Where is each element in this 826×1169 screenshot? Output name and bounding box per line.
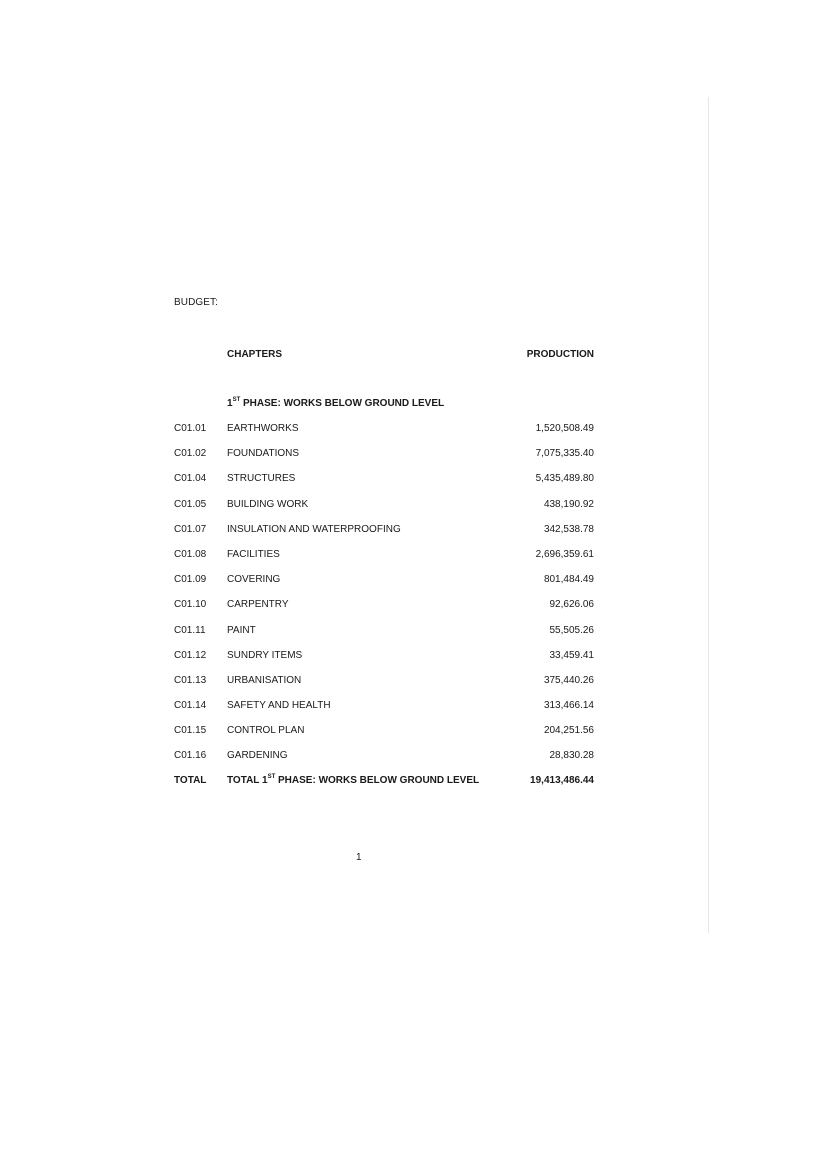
row-description: BUILDING WORK — [227, 498, 309, 510]
row-code: C01.01 — [174, 423, 207, 434]
total-amount: 19,413,486.44 — [530, 775, 594, 786]
row-code: C01.15 — [174, 725, 207, 737]
row-amount: 204,251.56 — [543, 725, 594, 737]
row-code: C01.13 — [174, 674, 207, 686]
row-code: C01.04 — [174, 473, 207, 485]
table-row — [0, 593, 826, 618]
row-amount: 5,435,489.80 — [535, 473, 594, 485]
row-code: C01.02 — [174, 448, 207, 460]
row-code: C01.14 — [174, 700, 207, 712]
row-amount: 7,075,335.40 — [535, 448, 594, 460]
phase-title — [227, 398, 444, 409]
row-amount: 801,484.49 — [543, 574, 594, 586]
row-amount: 342,538.78 — [543, 523, 594, 535]
row-description: COVERING — [227, 574, 281, 586]
table-row — [0, 619, 826, 644]
row-description: EARTHWORKS — [227, 423, 299, 434]
row-description: CARPENTRY — [227, 599, 289, 611]
row-description: FOUNDATIONS — [227, 448, 300, 460]
row-amount: 2,696,359.61 — [535, 548, 594, 560]
phase-number: 1 — [227, 398, 233, 409]
row-description: SUNDRY ITEMS — [227, 649, 303, 661]
row-description: PAINT — [227, 624, 256, 636]
total-code: TOTAL — [174, 775, 207, 786]
row-amount: 33,459.41 — [549, 649, 594, 661]
table-row — [0, 694, 826, 719]
phase-title-text: PHASE: WORKS BELOW GROUND LEVEL — [240, 398, 445, 409]
table-row — [0, 467, 826, 492]
total-ordinal: ST — [267, 773, 276, 780]
row-amount: 55,505.26 — [549, 624, 594, 636]
row-code: C01.10 — [174, 599, 207, 611]
row-amount: 1,520,508.49 — [535, 423, 594, 434]
row-amount: 28,830.28 — [549, 750, 594, 762]
row-code: C01.07 — [174, 523, 207, 535]
page-number: 1 — [356, 852, 362, 863]
production-header: PRODUCTION — [526, 349, 594, 360]
budget-label: BUDGET: — [174, 297, 219, 308]
row-description: SAFETY AND HEALTH — [227, 700, 331, 712]
table-row — [0, 442, 826, 467]
row-amount: 92,626.06 — [549, 599, 594, 611]
table-header — [0, 349, 826, 363]
row-amount: 438,190.92 — [543, 498, 594, 510]
table-row — [0, 568, 826, 593]
row-description: CONTROL PLAN — [227, 725, 305, 737]
total-row — [0, 775, 826, 791]
row-code: C01.11 — [174, 624, 206, 636]
table-row — [0, 744, 826, 769]
table-row — [0, 669, 826, 694]
table-row — [0, 644, 826, 669]
table-row — [0, 493, 826, 518]
row-code: C01.09 — [174, 574, 207, 586]
total-prefix: TOTAL 1 — [227, 775, 268, 786]
row-code: C01.05 — [174, 498, 207, 510]
table-row — [0, 543, 826, 568]
row-description: STRUCTURES — [227, 473, 296, 485]
row-description: GARDENING — [227, 750, 288, 762]
row-description: INSULATION AND WATERPROOFING — [227, 523, 401, 535]
table-row — [0, 518, 826, 543]
budget-table-rows — [0, 417, 826, 770]
row-description: URBANISATION — [227, 674, 302, 686]
row-code: C01.12 — [174, 649, 207, 661]
table-row — [0, 719, 826, 744]
chapters-header: CHAPTERS — [227, 349, 283, 360]
total-suffix: PHASE: WORKS BELOW GROUND LEVEL — [275, 775, 480, 786]
row-code: C01.08 — [174, 548, 207, 560]
row-amount: 313,466.14 — [543, 700, 594, 712]
row-description: FACILITIES — [227, 548, 280, 560]
row-amount: 375,440.26 — [543, 674, 594, 686]
total-description — [227, 775, 479, 786]
phase-ordinal: ST — [232, 396, 241, 403]
table-row — [0, 417, 826, 442]
row-code: C01.16 — [174, 750, 207, 762]
